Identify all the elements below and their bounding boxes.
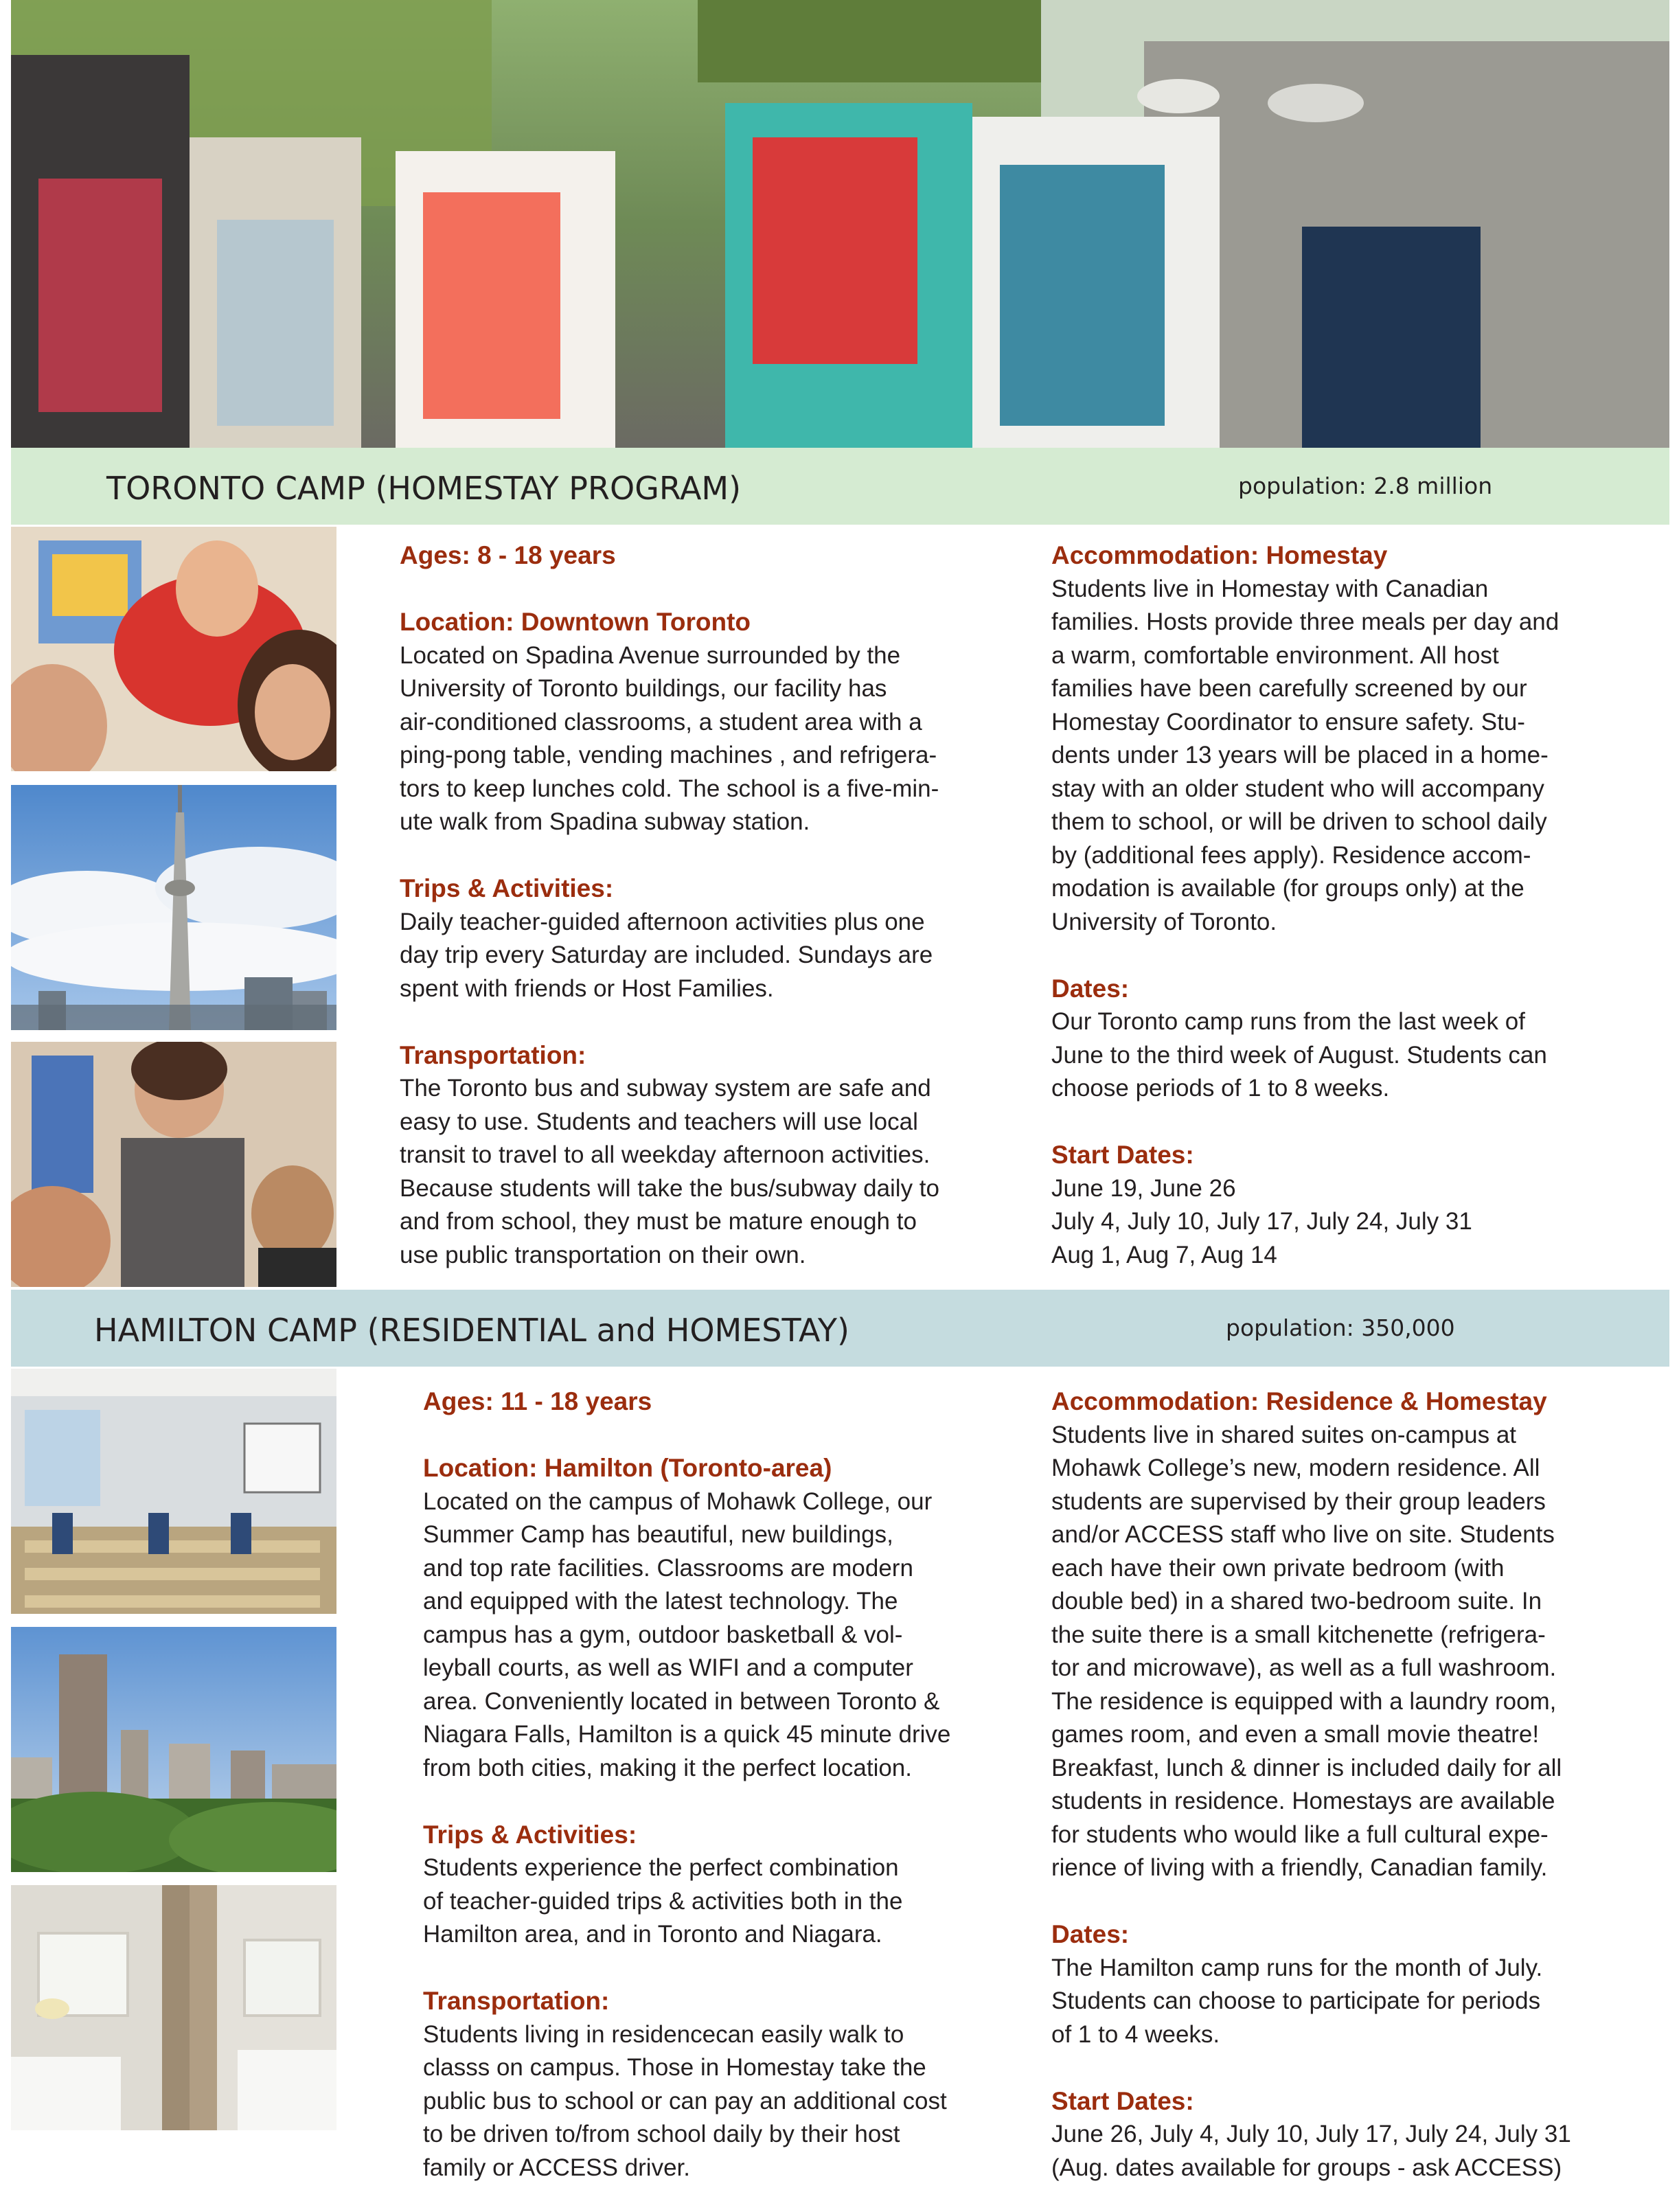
- hamilton-start-dates-heading: Start Dates:: [1051, 2086, 1194, 2115]
- hamilton-left-column: [423, 1385, 1027, 2185]
- toronto-accommodation-line: University of Toronto.: [1051, 908, 1277, 935]
- hamilton-start-dates-line: June 26, July 4, July 10, July 17, July 24, July 31: [1051, 2121, 1571, 2147]
- toronto-start-dates-line: Aug 1, Aug 7, Aug 14: [1051, 1241, 1277, 1268]
- hamilton-right-column: [1051, 1385, 1669, 2185]
- toronto-trips-line: day trip every Saturday are included. Sundays are: [400, 942, 933, 968]
- hamilton-ages-heading: Ages: 11 - 18 years: [423, 1387, 652, 1415]
- hamilton-accommodation-line: each have their own private bedroom (with: [1051, 1554, 1505, 1582]
- hamilton-accommodation-line: and/or ACCESS staff who live on site. Students: [1051, 1521, 1555, 1548]
- hamilton-trips-heading: Trips & Activities:: [423, 1820, 637, 1849]
- toronto-location-line: Located on Spadina Avenue surrounded by the: [400, 641, 901, 669]
- hamilton-accommodation-line: students are supervised by their group leaders: [1051, 1487, 1546, 1515]
- toronto-camp-title: TORONTO CAMP (HOMESTAY PROGRAM): [106, 470, 742, 507]
- hamilton-location-line: and top rate facilities. Classrooms are modern: [423, 1554, 913, 1582]
- toronto-accommodation-line: them to school, or will be driven to school daily: [1051, 808, 1547, 835]
- toronto-left-column: [400, 539, 1018, 1272]
- hamilton-location-line: and equipped with the latest technology. The: [423, 1588, 898, 1615]
- toronto-transport-line: and from school, they must be mature enough to: [400, 1208, 917, 1235]
- hamilton-dates-heading: Dates:: [1051, 1920, 1130, 1948]
- hamilton-dates-line: of 1 to 4 weeks.: [1051, 2020, 1220, 2048]
- toronto-dates-line: choose periods of 1 to 8 weeks.: [1051, 1075, 1390, 1102]
- hamilton-location-line: Located on the campus of Mohawk College, our: [423, 1487, 933, 1515]
- hamilton-accommodation-heading: Accommodation: Residence & Homestay: [1051, 1387, 1547, 1415]
- hamilton-accommodation-line: Mohawk College’s new, modern residence. All: [1051, 1455, 1540, 1481]
- toronto-dates-line: Our Toronto camp runs from the last week of: [1051, 1008, 1525, 1035]
- hamilton-location-line: Niagara Falls, Hamilton is a quick 45 minute drive: [423, 1721, 951, 1748]
- toronto-start-dates-line: July 4, July 10, July 17, July 24, July 31: [1051, 1208, 1472, 1235]
- hamilton-camp-title: HAMILTON CAMP (RESIDENTIAL and HOMESTAY): [94, 1312, 849, 1349]
- toronto-classroom-photo: [11, 527, 336, 771]
- toronto-location-heading: Location: Downtown Toronto: [400, 608, 751, 636]
- hamilton-start-dates-line: (Aug. dates available for groups - ask ACCESS): [1051, 2154, 1562, 2181]
- toronto-start-dates-line: June 19, June 26: [1051, 1174, 1236, 1202]
- hamilton-location-line: area. Conveniently located in between Toronto &: [423, 1687, 940, 1715]
- hamilton-accommodation-line: games room, and even a small movie theatre!: [1051, 1721, 1540, 1748]
- toronto-location-line: ping-pong table, vending machines , and refrigera-: [400, 742, 937, 768]
- hamilton-location-heading: Location: Hamilton (Toronto-area): [423, 1454, 832, 1482]
- hamilton-accommodation-line: Students live in shared suites on-campus at: [1051, 1421, 1517, 1448]
- toronto-location-line: University of Toronto buildings, our facility has: [400, 675, 887, 702]
- hamilton-classroom-photo: [11, 1369, 336, 1614]
- hamilton-dates-line: Students can choose to participate for periods: [1051, 1987, 1541, 2014]
- hamilton-accommodation-line: tor and microwave), as well as a full washroom.: [1051, 1654, 1557, 1681]
- toronto-accommodation-line: Homestay Coordinator to ensure safety. Stu-: [1051, 708, 1525, 736]
- toronto-right-column: [1051, 539, 1656, 1272]
- hamilton-trips-line: of teacher-guided trips & activities both in the: [423, 1887, 903, 1915]
- hero-photo-students-walking: [11, 0, 1669, 448]
- hamilton-transport-line: public bus to school or can pay an additional cost: [423, 2087, 947, 2114]
- toronto-population: population: 2.8 million: [1238, 472, 1493, 499]
- hamilton-skyline-photo: [11, 1627, 336, 1872]
- toronto-transport-heading: Transportation:: [400, 1040, 586, 1069]
- toronto-accommodation-line: families have been carefully screened by our: [1051, 675, 1527, 702]
- hamilton-accommodation-line: The residence is equipped with a laundry room,: [1051, 1687, 1557, 1715]
- hamilton-transport-heading: Transportation:: [423, 1987, 610, 2015]
- hamilton-transport-line: family or ACCESS driver.: [423, 2154, 690, 2181]
- toronto-transport-line: transit to travel to all weekday afternoon activities.: [400, 1141, 930, 1168]
- hamilton-accommodation-line: rience of living with a friendly, Canadian family.: [1051, 1854, 1548, 1881]
- toronto-accommodation-line: Students live in Homestay with Canadian: [1051, 575, 1489, 602]
- hamilton-transport-line: classs on campus. Those in Homestay take the: [423, 2054, 926, 2081]
- hamilton-location-line: Summer Camp has beautiful, new buildings,: [423, 1521, 893, 1548]
- hamilton-trips-line: Hamilton area, and in Toronto and Niagara.: [423, 1921, 882, 1948]
- toronto-accommodation-line: families. Hosts provide three meals per day and: [1051, 608, 1560, 635]
- toronto-transport-line: easy to use. Students and teachers will use local: [400, 1108, 918, 1135]
- hamilton-accommodation-line: students in residence. Homestays are available: [1051, 1788, 1555, 1814]
- toronto-accommodation-line: by (additional fees apply). Residence accom-: [1051, 841, 1531, 869]
- toronto-transport-line: Because students will take the bus/subway daily to: [400, 1174, 939, 1202]
- toronto-location-line: tors to keep lunches cold. The school is a five-min-: [400, 775, 939, 802]
- toronto-ages-heading: Ages: 8 - 18 years: [400, 541, 616, 569]
- toronto-transport-line: use public transportation on their own.: [400, 1241, 806, 1268]
- hamilton-residence-photo: [11, 1885, 336, 2130]
- toronto-start-dates-heading: Start Dates:: [1051, 1141, 1194, 1169]
- toronto-transport-line: The Toronto bus and subway system are safe and: [400, 1075, 931, 1102]
- hamilton-transport-line: to be driven to/from school daily by their host: [423, 2121, 900, 2147]
- hamilton-accommodation-line: the suite there is a small kitchenette (refrigera-: [1051, 1621, 1546, 1648]
- hamilton-accommodation-line: double bed) in a shared two-bedroom suite. In: [1051, 1588, 1542, 1615]
- hamilton-location-line: campus has a gym, outdoor basketball & vol-: [423, 1621, 903, 1648]
- toronto-dates-heading: Dates:: [1051, 974, 1130, 1003]
- toronto-accommodation-line: dents under 13 years will be placed in a home-: [1051, 742, 1549, 768]
- toronto-students-photo: [11, 1042, 336, 1287]
- toronto-cn-tower-photo: [11, 785, 336, 1030]
- hamilton-location-line: from both cities, making it the perfect location.: [423, 1754, 912, 1781]
- hamilton-population: population: 350,000: [1226, 1314, 1455, 1341]
- toronto-dates-line: June to the third week of August. Students can: [1051, 1041, 1547, 1069]
- toronto-accommodation-line: a warm, comfortable environment. All host: [1051, 641, 1499, 669]
- toronto-trips-line: Daily teacher-guided afternoon activities plus one: [400, 908, 925, 935]
- toronto-location-line: air-conditioned classrooms, a student area with a: [400, 708, 922, 736]
- hamilton-trips-line: Students experience the perfect combination: [423, 1854, 899, 1881]
- toronto-accommodation-line: stay with an older student who will accompany: [1051, 775, 1544, 802]
- hamilton-dates-line: The Hamilton camp runs for the month of July.: [1051, 1954, 1543, 1981]
- hamilton-accommodation-line: for students who would like a full cultural expe-: [1051, 1821, 1549, 1848]
- toronto-trips-heading: Trips & Activities:: [400, 874, 614, 902]
- toronto-location-line: ute walk from Spadina subway station.: [400, 808, 810, 835]
- hamilton-location-line: leyball courts, as well as WIFI and a computer: [423, 1654, 913, 1681]
- hamilton-transport-line: Students living in residencecan easily walk to: [423, 2020, 904, 2048]
- toronto-accommodation-heading: Accommodation: Homestay: [1051, 541, 1388, 569]
- toronto-trips-line: spent with friends or Host Families.: [400, 974, 774, 1002]
- toronto-accommodation-line: modation is available (for groups only) at the: [1051, 875, 1524, 902]
- hamilton-accommodation-line: Breakfast, lunch & dinner is included daily for all: [1051, 1754, 1562, 1781]
